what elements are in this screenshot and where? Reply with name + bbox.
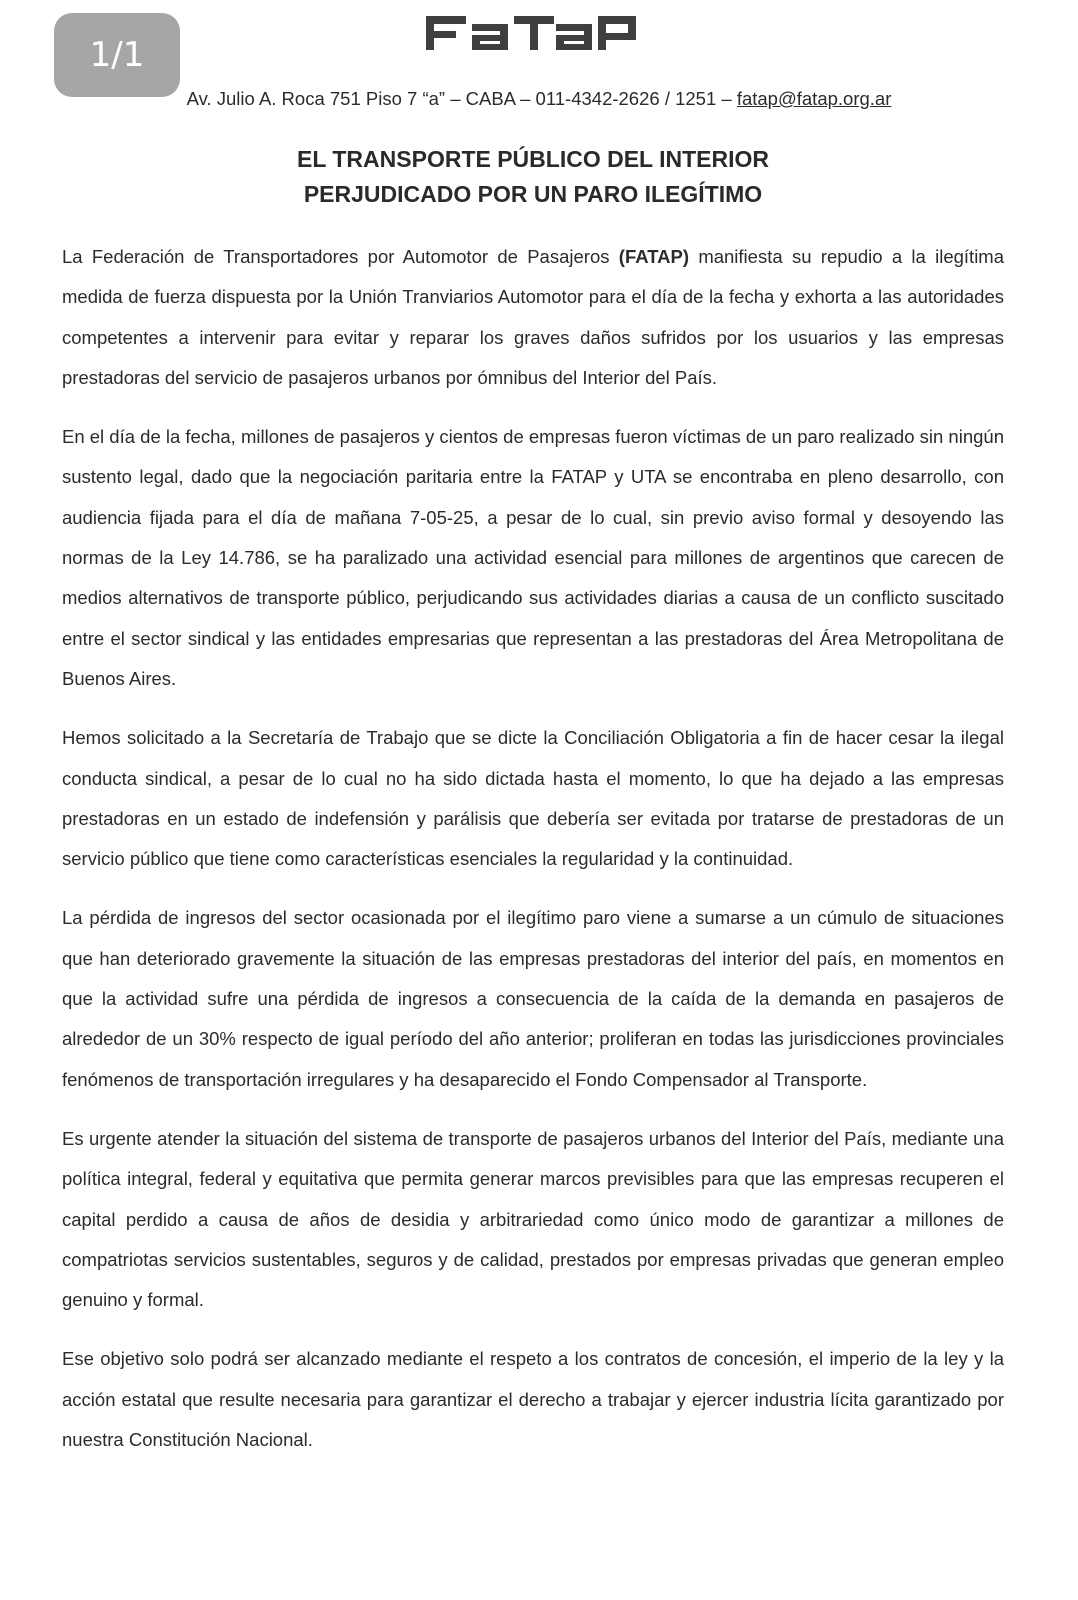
document-body [62,237,1004,1479]
page-indicator-badge: 1/1 [54,13,180,97]
paragraph-4: La pérdida de ingresos del sector ocasionada por el ilegítimo paro viene a sumarse a un cúmulo de situaciones que han deteriorado gravemente la situación de las empresas prestadoras del interior del país, en momentos en que la actividad sufre una pérdida de ingresos a consecuencia de la caída de la demanda en pasajeros de alrededor de un 30% respecto de igual período del año anterior; proliferan en todas las jurisdicciones provinciales fenómenos de transportación irregulares y ha desaparecido el Fondo Compensador al Transporte. [62,907,1004,1090]
title-line-1: EL TRANSPORTE PÚBLICO DEL INTERIOR [297,146,769,172]
paragraph-5: Es urgente atender la situación del sistema de transporte de pasajeros urbanos del Interior del País, mediante una política integral, federal y equitativa que permita generar marcos previsibles para que las empresas recuperen el capital perdido a causa de años de desidia y arbitrariedad como único modo de garantizar a millones de compatriotas servicios sustentables, seguros y de calidad, prestados por empresas privadas que generan empleo genuino y formal. [62,1127,1004,1311]
contact-email-link[interactable]: fatap@fatap.org.ar [736,88,892,109]
paragraph-1 [62,237,1004,398]
title-line-2: PERJUDICADO POR UN PARO ILEGÍTIMO [303,181,763,207]
paragraph-6: Ese objetivo solo podrá ser alcanzado mediante el respeto a los contratos de concesión, el imperio de la ley y la acción estatal que resulte necesaria para garantizar el derecho a trabajar y ejercer industria lícita garantizado por nuestra Constitución Nacional. [62,1348,1004,1451]
fatap-acronym: (FATAP) [618,246,690,267]
document-title [0,142,1066,212]
paragraph-1-start: La Federación de Transportadores por Automotor de Pasajeros [62,246,619,267]
paragraph-1-end: manifiesta su repudio a la ilegítima medida de fuerza dispuesta por la Unión Tranviarios Automotor para el día de la fecha y exhorta a las autoridades competentes a intervenir para evitar y reparar los graves daños sufridos por los usuarios y las empresas prestadoras del servicio de pasajeros urbanos por ómnibus del Interior del País. [62,246,1005,388]
paragraph-3: Hemos solicitado a la Secretaría de Trabajo que se dicte la Conciliación Obligatoria a fin de hacer cesar la ilegal conducta sindical, a pesar de lo cual no ha sido dictada hasta el momento, lo que ha dejado a las empresas prestadoras en un estado de indefensión y parálisis que debería ser evitada por tratarse de prestadoras de un servicio público que tiene como características esenciales la regularidad y la continuidad. [62,727,1004,870]
contact-address: Av. Julio A. Roca 751 Piso 7 “a” – CABA – 011-4342-2626 / 1251 – [186,88,737,109]
fatap-logo [426,14,636,52]
paragraph-2: En el día de la fecha, millones de pasajeros y cientos de empresas fueron víctimas de un paro realizado sin ningún sustento legal, dado que la negociación paritaria entre la FATAP y UTA se encontraba en pleno desarrollo, con audiencia fijada para el día de mañana 7-05-25, a pesar de lo cual, sin previo aviso formal y desoyendo las normas de la Ley 14.786, se ha paralizado una actividad esencial para millones de argentinos que carecen de medios alternativos de transporte público, perjudicando sus actividades diarias a causa de un conflicto suscitado entre el sector sindical y las entidades empresarias que representan a las prestadoras del Área Metropolitana de Buenos Aires. [62,426,1004,689]
